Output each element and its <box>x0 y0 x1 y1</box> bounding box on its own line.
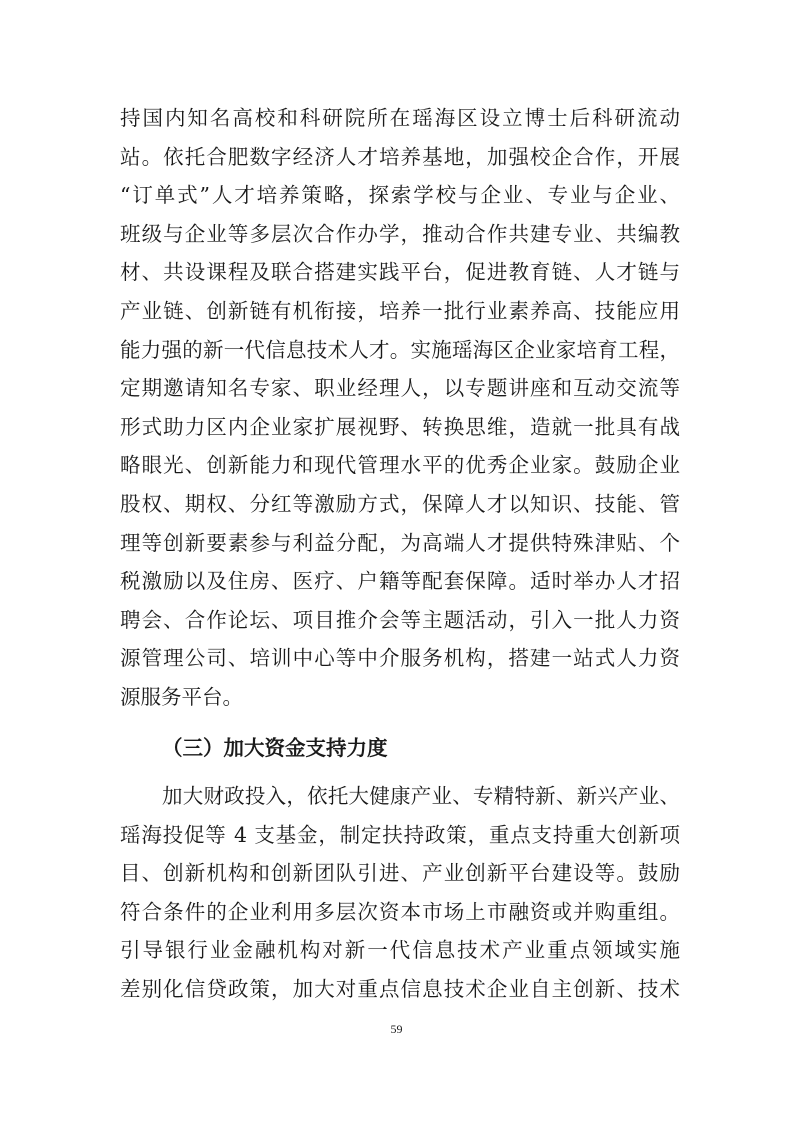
section-heading: （三）加大资金支持力度 <box>162 736 388 760</box>
text-line: 持国内知名高校和科研院所在瑶海区设立博士后科研流动 <box>120 106 680 130</box>
text-line: 定期邀请知名专家、职业经理人，以专题讲座和互动交流等 <box>120 376 680 401</box>
text-line: 聘会、合作论坛、项目推介会等主题活动，引入一批人力资 <box>120 607 680 632</box>
text-line: 瑶海投促等 4 支基金，制定扶持政策，重点支持重大创新项 <box>120 822 680 847</box>
text-line: 班级与企业等多层次合作办学，推动合作共建专业、共编教 <box>120 221 680 246</box>
paragraph-funding-support <box>120 777 680 1009</box>
text-line: 股权、期权、分红等激励方式，保障人才以知识、技能、管 <box>120 491 680 516</box>
text-line: 站。依托合肥数字经济人才培养基地，加强校企合作，开展 <box>120 144 680 169</box>
text-line: 目、创新机构和创新团队引进、产业创新平台建设等。鼓励 <box>120 861 680 886</box>
text-line: 差别化信贷政策，加大对重点信息技术企业自主创新、技术 <box>120 976 680 1001</box>
text-line: 源管理公司、培训中心等中介服务机构，搭建一站式人力资 <box>120 646 680 671</box>
text-line: 能力强的新一代信息技术人才。实施瑶海区企业家培育工程， <box>120 337 680 362</box>
text-line: “订单式”人才培养策略，探索学校与企业、专业与企业、 <box>120 183 680 208</box>
text-line: 理等创新要素参与利益分配，为高端人才提供特殊津贴、个 <box>120 530 680 555</box>
page-number: 59 <box>390 1022 403 1036</box>
text-line: 加大财政投入，依托大健康产业、专精特新、新兴产业、 <box>162 784 680 808</box>
text-line: 产业链、创新链有机衔接，培养一批行业素养高、技能应用 <box>120 298 680 323</box>
text-line: 形式助力区内企业家扩展视野、转换思维，造就一批具有战 <box>120 414 680 439</box>
text-line: 引导银行业金融机构对新一代信息技术产业重点领域实施 <box>120 938 680 963</box>
paragraph-talent-cultivation <box>120 99 680 717</box>
text-line: 税激励以及住房、医疗、户籍等配套保障。适时举办人才招 <box>120 569 680 594</box>
text-line: 源服务平台。 <box>120 684 243 709</box>
text-line: 略眼光、创新能力和现代管理水平的优秀企业家。鼓励企业 <box>120 453 680 478</box>
text-line: 材、共设课程及联合搭建实践平台，促进教育链、人才链与 <box>120 260 680 285</box>
text-line: 符合条件的企业利用多层次资本市场上市融资或并购重组。 <box>120 899 680 924</box>
